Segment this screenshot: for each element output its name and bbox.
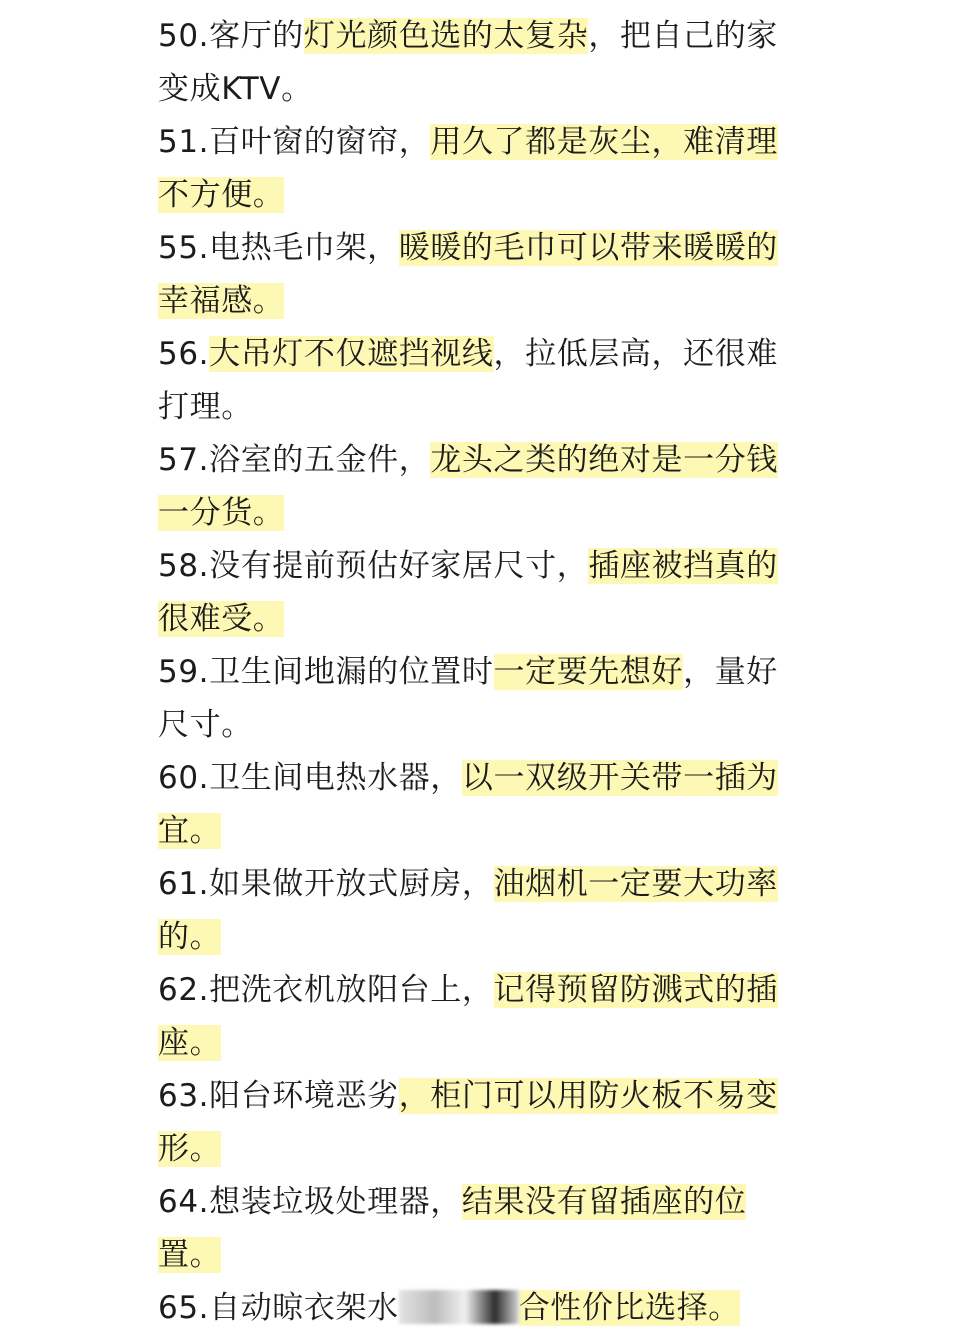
tip-57 xyxy=(158,434,798,540)
tip-text: 57.浴室的五金件， xyxy=(158,442,431,478)
tip-63 xyxy=(158,1070,798,1176)
tip-55 xyxy=(158,222,798,328)
tip-highlight: 结果没有留插座的位置。 xyxy=(158,1184,747,1273)
tip-62 xyxy=(158,964,798,1070)
tip-50 xyxy=(158,10,798,116)
tip-text: 59.卫生间地漏的位置时 xyxy=(158,654,494,690)
tip-text: ，把自己的家变成KTV。 xyxy=(158,18,778,107)
tip-text: 62.把洗衣机放阳台上， xyxy=(158,972,494,1008)
tip-51 xyxy=(158,116,798,222)
tip-highlight: 龙头之类的绝对是一分钱一分货。 xyxy=(158,442,778,531)
tip-text: 51.百叶窗的窗帘， xyxy=(158,124,431,160)
tip-text: 65.自动晾衣架水 xyxy=(158,1290,399,1326)
tip-60 xyxy=(158,752,798,858)
tip-text: ，拉低层高，还很难打理。 xyxy=(158,336,778,425)
tip-highlight: 灯光颜色选的太复杂 xyxy=(303,18,589,54)
tip-58 xyxy=(158,540,798,646)
tip-text: ，量好尺寸。 xyxy=(158,654,778,743)
tip-text: 63.阳台环境恶劣 xyxy=(158,1078,399,1114)
tip-text: 55.电热毛巾架， xyxy=(158,230,399,266)
tip-highlight: 合性价比选择。 xyxy=(518,1290,740,1326)
tip-highlight: 用久了都是灰尘，难清理不方便。 xyxy=(158,124,778,213)
tip-highlight: 油烟机一定要大功率的。 xyxy=(158,866,778,955)
tip-65 xyxy=(158,1282,798,1335)
tip-text: 60.卫生间电热水器， xyxy=(158,760,462,796)
obscured-text-overlay xyxy=(399,1290,519,1324)
tip-text: 50.客厅的 xyxy=(158,18,304,54)
tip-64 xyxy=(158,1176,798,1282)
tip-59 xyxy=(158,646,798,752)
tip-text: 58.没有提前预估好家居尺寸， xyxy=(158,548,589,584)
tip-text: 61.如果做开放式厨房， xyxy=(158,866,494,902)
tip-highlight: 插座被挡真的很难受。 xyxy=(158,548,778,637)
tip-highlight: 大吊灯不仅遮挡视线 xyxy=(209,336,494,372)
tip-text: 64.想装垃圾处理器， xyxy=(158,1184,462,1220)
tip-text: 56. xyxy=(158,336,210,372)
tip-highlight: 以一双级开关带一插为宜。 xyxy=(158,760,778,849)
tip-56 xyxy=(158,328,798,434)
tip-61 xyxy=(158,858,798,964)
tip-highlight: 一定要先想好 xyxy=(493,654,684,690)
tip-highlight: 记得预留防溅式的插座。 xyxy=(158,972,778,1061)
tip-highlight: ，柜门可以用防火板不易变形。 xyxy=(158,1078,778,1167)
tip-highlight: 暖暖的毛巾可以带来暖暖的幸福感。 xyxy=(158,230,778,319)
